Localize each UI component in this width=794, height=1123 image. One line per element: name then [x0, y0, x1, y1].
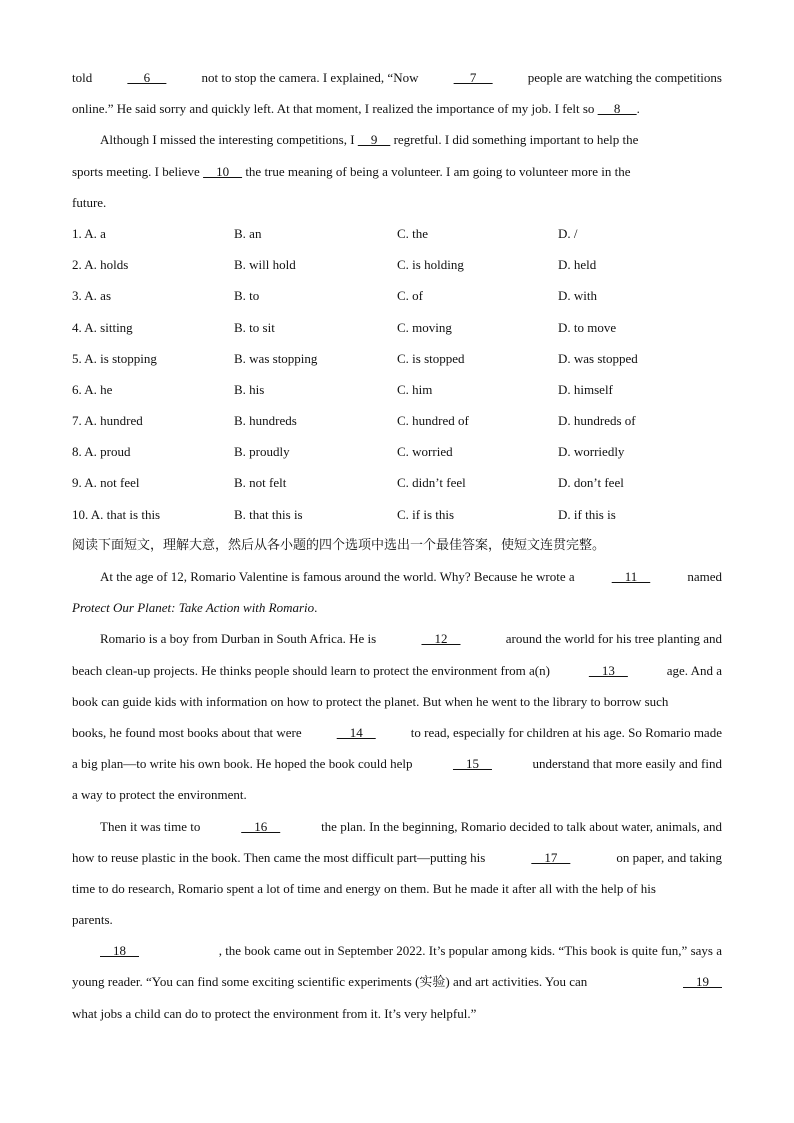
option-d: D. himself	[558, 381, 613, 397]
passage-line: a way to protect the environment.	[72, 787, 247, 803]
option-row	[72, 467, 722, 498]
option-d: D. hundreds of	[558, 413, 636, 429]
option-b: B. not felt	[234, 475, 287, 491]
blank-7: 7	[453, 70, 493, 85]
passage-line	[72, 811, 722, 842]
option-row	[72, 218, 722, 249]
text: regretful. I did something important to help the	[390, 132, 639, 148]
option-a: 6. A. he	[72, 381, 113, 397]
option-row	[72, 249, 722, 280]
option-c: C. moving	[397, 319, 452, 335]
blank-13: 13	[588, 662, 628, 678]
text: named	[687, 569, 722, 584]
option-d: D. worriedly	[558, 444, 625, 460]
option-c: C. is stopped	[397, 350, 465, 366]
passage-line: what jobs a child can do to protect the environment from it. It’s very helpful.”	[72, 1005, 477, 1021]
text: online.” He said sorry and quickly left. At that moment, I realized the importance of my job. I felt so	[72, 101, 598, 117]
passage-line: time to do research, Romario spent a lot of time and energy on them. But he made it after all with the help of his	[72, 880, 656, 896]
book-title: Protect Our Planet: Take Action with Romario	[72, 600, 315, 616]
option-row	[72, 436, 722, 467]
passage-line	[72, 935, 722, 966]
passage-line: future.	[72, 194, 107, 210]
text: Although I missed the interesting competitions, I	[100, 132, 358, 148]
option-c: C. didn’t feel	[397, 475, 466, 491]
option-d: D. don’t feel	[558, 475, 624, 491]
blank-19: 19	[683, 974, 722, 990]
option-c: C. him	[397, 381, 433, 397]
passage-line	[72, 748, 722, 779]
blank-11: 11	[611, 569, 651, 584]
passage-line: book can guide kids with information on how to protect the planet. But when he went to the library to borrow such	[72, 693, 669, 709]
passage-line	[72, 62, 722, 93]
option-row	[72, 312, 722, 343]
blank-17: 17	[531, 849, 571, 865]
option-d: D. with	[558, 288, 597, 304]
blank-16: 16	[241, 818, 281, 834]
option-b: B. that this is	[234, 506, 303, 522]
text: the true meaning of being a volunteer. I am going to volunteer more in the	[242, 163, 631, 179]
text: Romario is a boy from Durban in South Africa. He is	[100, 631, 377, 647]
text: the plan. In the beginning, Romario decided to talk about water, animals, and	[321, 818, 722, 834]
option-row	[72, 374, 722, 405]
option-d: D. if this is	[558, 506, 616, 522]
passage-line	[72, 124, 722, 155]
option-row	[72, 280, 722, 311]
option-b: B. an	[234, 225, 262, 241]
option-c: C. if is this	[397, 506, 455, 522]
passage-line: parents.	[72, 912, 113, 928]
option-b: B. hundreds	[234, 413, 297, 429]
text: young reader. “You can find some exciting scientific experiments (实验) and art activities. You can	[72, 974, 588, 990]
option-d: D. was stopped	[558, 350, 638, 366]
text: .	[314, 600, 318, 616]
option-d: D. /	[558, 225, 578, 241]
text: a big plan—to write his own book. He hoped the book could help	[72, 756, 413, 772]
text: on paper, and taking	[616, 849, 722, 865]
option-c: C. the	[397, 225, 429, 241]
blank-14: 14	[336, 724, 376, 740]
option-c: C. hundred of	[397, 413, 469, 429]
passage-line	[72, 93, 722, 124]
option-b: B. to sit	[234, 319, 275, 335]
option-a: 1. A. a	[72, 225, 106, 241]
blank-8: 8	[597, 101, 637, 117]
passage-line	[72, 592, 722, 623]
option-row	[72, 499, 722, 530]
text: At the age of 12, Romario Valentine is famous around the world. Why? Because he wrote a	[100, 569, 575, 584]
blank-12: 12	[421, 631, 461, 647]
passage-line	[72, 966, 722, 997]
option-a: 7. A. hundred	[72, 413, 143, 429]
passage-line	[72, 842, 722, 873]
option-b: B. will hold	[234, 257, 296, 273]
blank-9: 9	[357, 132, 391, 148]
options-list	[72, 218, 722, 530]
option-a: 8. A. proud	[72, 444, 131, 460]
text: around the world for his tree planting and	[505, 631, 722, 647]
text: , the book came out in September 2022. It’s popular among kids. “This book is quite fun,” says a	[218, 943, 722, 959]
option-b: B. proudly	[234, 444, 290, 460]
text: Then it was time to	[100, 818, 201, 834]
blank-10: 10	[203, 163, 243, 179]
text: told	[72, 70, 93, 85]
text: not to stop the camera. I explained, “Now	[201, 70, 419, 85]
option-d: D. to move	[558, 319, 617, 335]
blank-6: 6	[127, 70, 167, 85]
passage-line	[72, 156, 722, 187]
text: beach clean-up projects. He thinks people should learn to protect the environment from a(n)	[72, 662, 550, 678]
option-a: 3. A. as	[72, 288, 111, 304]
section-instruction: 阅读下面短文，理解大意，然后从各小题的四个选项中选出一个最佳答案，使短文连贯完整。	[72, 537, 606, 553]
option-a: 10. A. that is this	[72, 506, 161, 522]
passage-line	[72, 655, 722, 686]
passage-line	[72, 717, 722, 748]
option-a: 9. A. not feel	[72, 475, 140, 491]
option-c: C. is holding	[397, 257, 464, 273]
option-d: D. held	[558, 257, 597, 273]
text: to read, especially for children at his age. So Romario made	[410, 724, 722, 740]
option-a: 4. A. sitting	[72, 319, 133, 335]
text: understand that more easily and find	[532, 756, 722, 772]
text: how to reuse plastic in the book. Then came the most difficult part—putting his	[72, 849, 486, 865]
option-a: 2. A. holds	[72, 257, 129, 273]
text: .	[636, 101, 640, 117]
text: books, he found most books about that were	[72, 724, 302, 740]
option-b: B. to	[234, 288, 260, 304]
option-b: B. his	[234, 381, 265, 397]
option-c: C. of	[397, 288, 423, 304]
document-page	[72, 62, 722, 1029]
option-row	[72, 343, 722, 374]
text: people are watching the competitions	[527, 70, 722, 85]
blank-15: 15	[452, 756, 492, 772]
option-b: B. was stopping	[234, 350, 318, 366]
text: age. And a	[666, 662, 722, 678]
option-a: 5. A. is stopping	[72, 350, 157, 366]
blank-18: 18	[100, 943, 139, 959]
text: sports meeting. I believe	[72, 163, 204, 179]
option-row	[72, 405, 722, 436]
option-c: C. worried	[397, 444, 453, 460]
passage-line	[72, 561, 722, 592]
passage-line	[72, 623, 722, 654]
